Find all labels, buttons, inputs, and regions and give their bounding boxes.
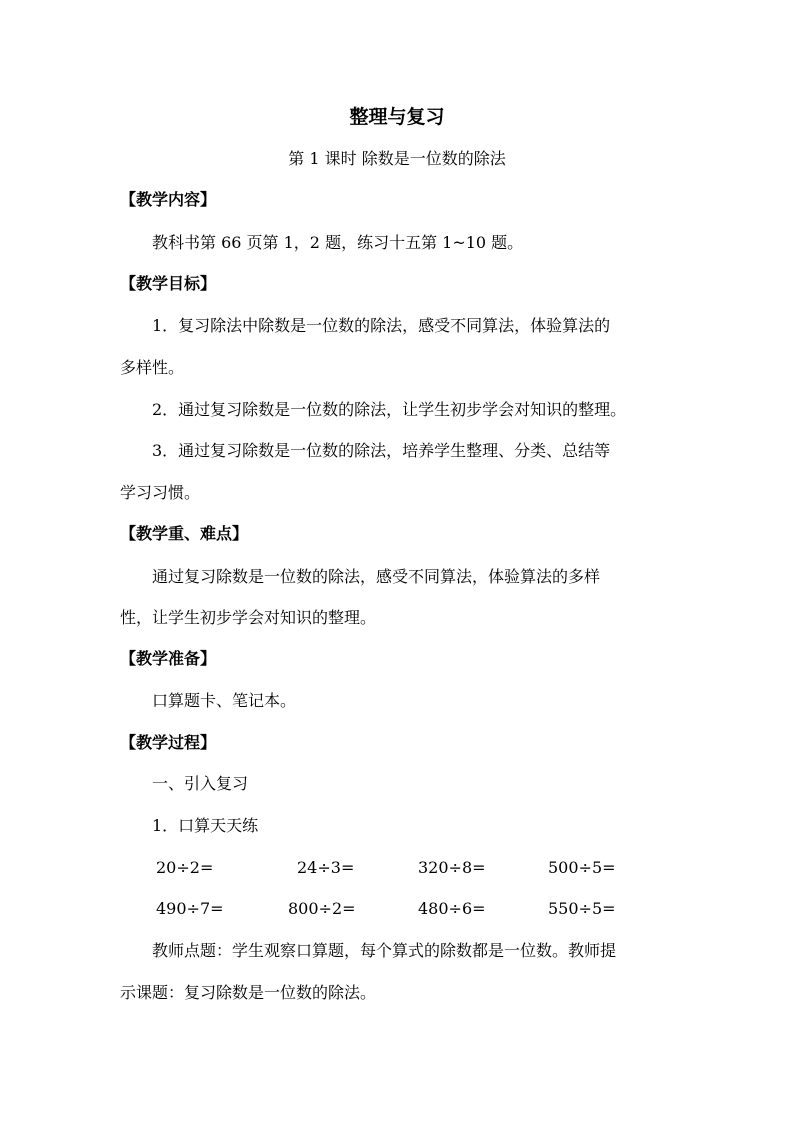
goal-1-line-2: 多样性。 [120, 358, 185, 377]
practice-row2-item: 480÷6= [418, 899, 486, 918]
goal-1-line-1: 1．复习除法中除数是一位数的除法，感受不同算法，体验算法的 [152, 316, 611, 335]
practice-row2-item: 490÷7= [156, 899, 224, 918]
page-subtitle: 第 1 课时 除数是一位数的除法 [288, 149, 506, 168]
practice-row2-item: 550÷5= [548, 899, 616, 918]
practice-title: 1．口算天天练 [152, 816, 259, 835]
heading-process: 【教学过程】 [120, 733, 217, 752]
key-points-line-2: 性，让学生初步学会对知识的整理。 [120, 608, 377, 627]
preparation-text: 口算题卡、笔记本。 [152, 691, 297, 710]
practice-row1-item: 24÷3= [297, 858, 355, 877]
content-text: 教科书第 66 页第 1，2 题，练习十五第 1~10 题。 [152, 233, 524, 252]
practice-row1-item: 20÷2= [156, 858, 214, 877]
heading-key-points: 【教学重、难点】 [120, 524, 249, 543]
practice-row1-item: 500÷5= [548, 858, 616, 877]
teacher-note-line-1: 教师点题：学生观察口算题，每个算式的除数都是一位数。教师提 [152, 941, 617, 960]
process-step-1: 一、引入复习 [152, 774, 249, 793]
goal-2: 2．通过复习除数是一位数的除法，让学生初步学会对知识的整理。 [152, 400, 627, 419]
teacher-note-line-2: 示课题：复习除数是一位数的除法。 [120, 983, 377, 1002]
heading-content: 【教学内容】 [120, 190, 217, 209]
page-title: 整理与复习 [349, 106, 445, 128]
practice-row2-item: 800÷2= [288, 899, 356, 918]
heading-goals: 【教学目标】 [120, 274, 217, 293]
key-points-line-1: 通过复习除数是一位数的除法，感受不同算法，体验算法的多样 [152, 567, 601, 586]
heading-preparation: 【教学准备】 [120, 649, 217, 668]
goal-3-line-2: 学习习惯。 [120, 483, 201, 502]
practice-row1-item: 320÷8= [418, 858, 486, 877]
goal-3-line-1: 3．通过复习除数是一位数的除法，培养学生整理、分类、总结等 [152, 441, 611, 460]
